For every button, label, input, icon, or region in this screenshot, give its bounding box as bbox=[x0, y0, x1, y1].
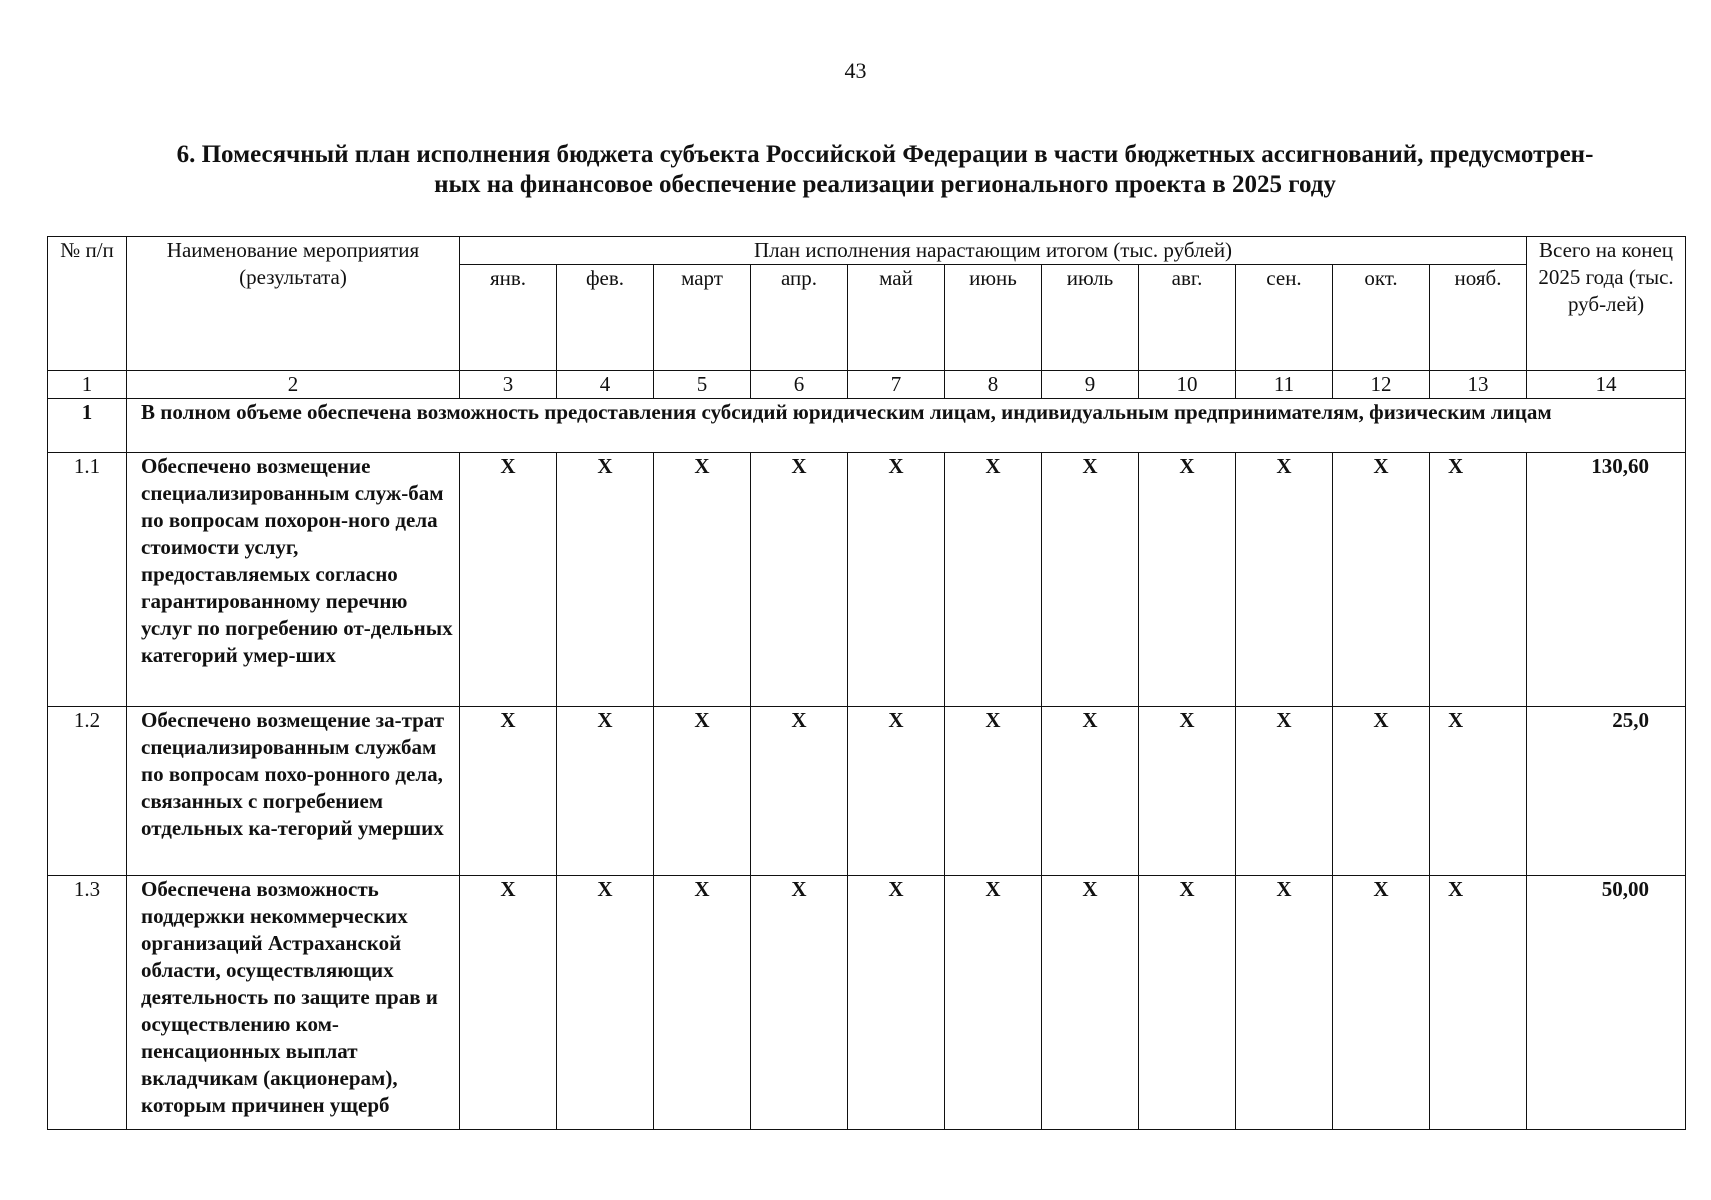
budget-plan-table bbox=[47, 236, 1686, 1130]
row-num: 1.2 bbox=[48, 707, 127, 876]
header-total: Всего на конец 2025 года (тыс. руб-лей) bbox=[1527, 237, 1686, 371]
plan-mark: X bbox=[654, 876, 751, 1130]
plan-mark: X bbox=[460, 707, 557, 876]
plan-mark: X bbox=[848, 707, 945, 876]
section-num: 1 bbox=[48, 399, 127, 453]
column-number: 1 bbox=[48, 371, 127, 399]
row-num: 1.3 bbox=[48, 876, 127, 1130]
plan-mark: X bbox=[1042, 876, 1139, 1130]
section-text: В полном объеме обеспечена возможность предоставления субсидий юридическим лицам, индивидуальным предпринимателям, физическим лицам bbox=[127, 399, 1686, 453]
column-number: 13 bbox=[1430, 371, 1527, 399]
column-number: 12 bbox=[1333, 371, 1430, 399]
row-name: Обеспечена возможность поддержки некоммерческих организаций Астраханской области, осуществляющих деятельность по защите прав и осуществлению ком-пенсационных выплат вкладчикам (акционерам), которым причинен ущерб bbox=[127, 876, 460, 1130]
section-row bbox=[48, 399, 1686, 453]
month-header: июль bbox=[1042, 265, 1139, 371]
table-row bbox=[48, 707, 1686, 876]
row-total: 50,00 bbox=[1527, 876, 1686, 1130]
row-name: Обеспечено возмещение за-трат специализированным службам по вопросам похо-ронного дела, связанных с погребением отдельных ка-тегорий умерших bbox=[127, 707, 460, 876]
column-number: 11 bbox=[1236, 371, 1333, 399]
table-row bbox=[48, 453, 1686, 707]
month-header: сен. bbox=[1236, 265, 1333, 371]
table-row bbox=[48, 876, 1686, 1130]
document-title bbox=[105, 140, 1665, 200]
plan-mark: X bbox=[1042, 707, 1139, 876]
plan-mark: X bbox=[654, 453, 751, 707]
plan-mark: X bbox=[1333, 876, 1430, 1130]
month-header: нояб. bbox=[1430, 265, 1527, 371]
plan-mark: X bbox=[945, 707, 1042, 876]
plan-mark: X bbox=[1139, 453, 1236, 707]
month-header: июнь bbox=[945, 265, 1042, 371]
column-number: 6 bbox=[751, 371, 848, 399]
plan-mark: X bbox=[848, 876, 945, 1130]
month-header: апр. bbox=[751, 265, 848, 371]
row-name: Обеспечено возмещение специализированным служ-бам по вопросам похорон-ного дела стоимости услуг, предоставляемых согласно гарантированному перечню услуг по погребению от-дельных категорий умер-ших bbox=[127, 453, 460, 707]
plan-mark: X bbox=[751, 876, 848, 1130]
plan-mark: X bbox=[751, 453, 848, 707]
plan-mark: X bbox=[1139, 876, 1236, 1130]
column-number: 14 bbox=[1527, 371, 1686, 399]
plan-mark: X bbox=[1430, 876, 1527, 1130]
column-number: 10 bbox=[1139, 371, 1236, 399]
column-number: 9 bbox=[1042, 371, 1139, 399]
plan-mark: X bbox=[848, 453, 945, 707]
plan-mark: X bbox=[1236, 453, 1333, 707]
plan-mark: X bbox=[557, 707, 654, 876]
plan-mark: X bbox=[1236, 707, 1333, 876]
plan-mark: X bbox=[460, 876, 557, 1130]
plan-mark: X bbox=[460, 453, 557, 707]
plan-mark: X bbox=[1333, 707, 1430, 876]
plan-mark: X bbox=[1139, 707, 1236, 876]
row-num: 1.1 bbox=[48, 453, 127, 707]
plan-mark: X bbox=[1430, 707, 1527, 876]
title-line-1: 6. Помесячный план исполнения бюджета субъекта Российской Федерации в части бюджетных ассигнований, предусмотрен- bbox=[176, 141, 1594, 168]
title-line-2: ных на финансовое обеспечение реализации регионального проекта в 2025 году bbox=[434, 171, 1336, 198]
plan-mark: X bbox=[1333, 453, 1430, 707]
row-total: 25,0 bbox=[1527, 707, 1686, 876]
plan-mark: X bbox=[945, 876, 1042, 1130]
header-num: № п/п bbox=[48, 237, 127, 371]
plan-mark: X bbox=[1236, 876, 1333, 1130]
plan-mark: X bbox=[1430, 453, 1527, 707]
plan-mark: X bbox=[751, 707, 848, 876]
plan-mark: X bbox=[1042, 453, 1139, 707]
plan-mark: X bbox=[557, 876, 654, 1130]
header-name: Наименование мероприятия (результата) bbox=[127, 237, 460, 371]
month-header: май bbox=[848, 265, 945, 371]
column-number: 8 bbox=[945, 371, 1042, 399]
month-header: фев. bbox=[557, 265, 654, 371]
month-header: янв. bbox=[460, 265, 557, 371]
month-header: март bbox=[654, 265, 751, 371]
column-number: 5 bbox=[654, 371, 751, 399]
row-total: 130,60 bbox=[1527, 453, 1686, 707]
column-number: 2 bbox=[127, 371, 460, 399]
plan-mark: X bbox=[945, 453, 1042, 707]
column-number: 7 bbox=[848, 371, 945, 399]
column-number-row bbox=[48, 371, 1686, 399]
month-header: окт. bbox=[1333, 265, 1430, 371]
plan-mark: X bbox=[654, 707, 751, 876]
plan-mark: X bbox=[557, 453, 654, 707]
column-number: 3 bbox=[460, 371, 557, 399]
month-header: авг. bbox=[1139, 265, 1236, 371]
header-plan: План исполнения нарастающим итогом (тыс. рублей) bbox=[460, 237, 1527, 265]
column-number: 4 bbox=[557, 371, 654, 399]
page-number: 43 bbox=[844, 58, 867, 83]
